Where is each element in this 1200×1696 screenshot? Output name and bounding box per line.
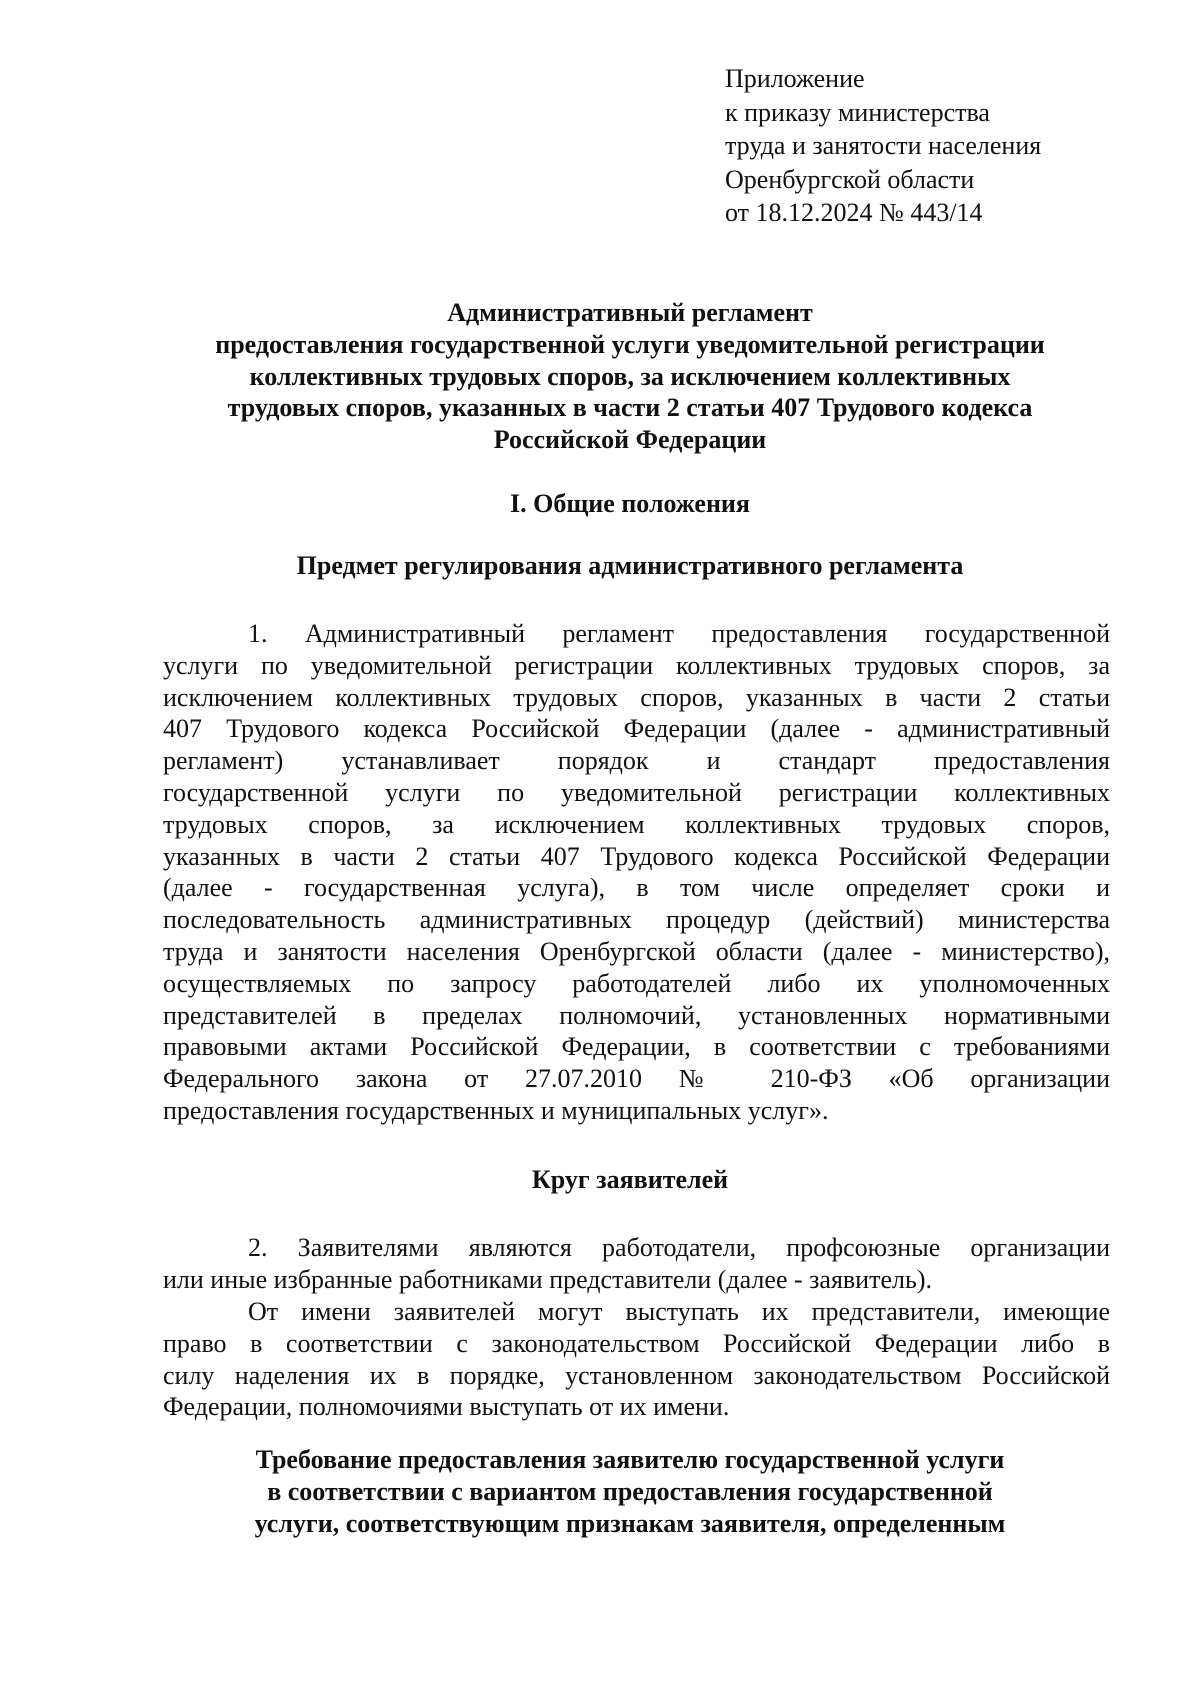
paragraph-line: или иные избранные работниками представители (далее - заявитель). bbox=[163, 1264, 932, 1294]
paragraph-line: От имени заявителей могут выступать их представители, имеющие bbox=[248, 1297, 1110, 1326]
appendix-line: к приказу министерства bbox=[725, 97, 990, 127]
appendix-line: от 18.12.2024 № 443/14 bbox=[725, 198, 983, 227]
appendix-line: труда и занятости населения bbox=[725, 131, 1042, 160]
paragraph-line: 2. Заявителями являются работодатели, профсоюзные организации bbox=[248, 1233, 1110, 1262]
subheading-requirement-line: Требование предоставления заявителю государственной услуги bbox=[255, 1445, 1005, 1474]
paragraph-line: предоставления государственных и муниципальных услуг». bbox=[163, 1095, 829, 1125]
paragraph-line: силу наделения их в порядке, установленном законодательством Российской bbox=[163, 1360, 1110, 1390]
title-line: коллективных трудовых споров, за исключением коллективных bbox=[249, 361, 1011, 391]
subheading-requirement bbox=[150, 1444, 1110, 1539]
paragraph-3 bbox=[163, 1296, 1110, 1423]
paragraph-line: услуги по уведомительной регистрации коллективных трудовых споров, за bbox=[163, 650, 1110, 680]
paragraph-line: указанных в части 2 статьи 407 Трудового кодекса Российской Федерации bbox=[163, 841, 1110, 871]
title-line: трудовых споров, указанных в части 2 статьи 407 Трудового кодекса bbox=[227, 393, 1033, 423]
paragraph-line: последовательность административных процедур (действий) министерства bbox=[163, 905, 1110, 935]
paragraph-line: (далее - государственная услуга), в том числе определяет сроки и bbox=[163, 873, 1110, 903]
paragraph-2 bbox=[163, 1232, 1110, 1296]
document-title bbox=[150, 297, 1110, 456]
title-line: Российской Федерации bbox=[493, 425, 767, 455]
paragraph-line: право в соответствии с законодательством Российской Федерации либо в bbox=[163, 1328, 1110, 1358]
subheading-subject-text: Предмет регулирования административного регламента bbox=[296, 551, 964, 580]
paragraph-line: осуществляемых по запросу работодателей либо их уполномоченных bbox=[163, 968, 1110, 998]
appendix-line: Приложение bbox=[725, 64, 865, 93]
appendix-line: Оренбургской области bbox=[725, 164, 975, 194]
title-line: предоставления государственной услуги уведомительной регистрации bbox=[215, 329, 1045, 359]
paragraph-line: представителей в пределах полномочий, установленных нормативными bbox=[163, 1000, 1110, 1030]
paragraph-line: регламент) устанавливает порядок и стандарт предоставления bbox=[163, 746, 1110, 776]
paragraph-line: Федерации, полномочиями выступать от их имени. bbox=[163, 1392, 730, 1422]
paragraph-line: правовыми актами Российской Федерации, в соответствии с требованиями bbox=[163, 1032, 1110, 1062]
paragraph-line: 1. Административный регламент предоставления государственной bbox=[248, 619, 1110, 648]
section-heading-text: I. Общие положения bbox=[510, 489, 750, 518]
paragraph-line: государственной услуги по уведомительной регистрации коллективных bbox=[163, 777, 1110, 807]
subheading-requirement-line: в соответствии с вариантом предоставления государственной bbox=[267, 1476, 993, 1506]
paragraph-line: исключением коллективных трудовых споров, указанных в части 2 статьи bbox=[163, 682, 1110, 712]
subheading-requirement-line: услуги, соответствующим признакам заявителя, определенным bbox=[254, 1508, 1006, 1538]
paragraph-line: 407 Трудового кодекса Российской Федерации (далее - административный bbox=[163, 714, 1110, 744]
section-heading bbox=[150, 488, 1110, 520]
paragraph-1 bbox=[163, 618, 1110, 1127]
appendix-block bbox=[725, 62, 1041, 230]
paragraph-line: труда и занятости населения Оренбургской области (далее - министерство), bbox=[163, 936, 1110, 966]
subheading-applicants bbox=[150, 1164, 1110, 1196]
paragraph-line: трудовых споров, за исключением коллективных трудовых споров, bbox=[163, 809, 1110, 839]
title-line: Административный регламент bbox=[447, 298, 813, 327]
subheading-subject bbox=[150, 550, 1110, 582]
paragraph-line: Федерального закона от 27.07.2010 № 210-ФЗ «Об организации bbox=[163, 1064, 1110, 1094]
subheading-applicants-text: Круг заявителей bbox=[531, 1165, 729, 1194]
